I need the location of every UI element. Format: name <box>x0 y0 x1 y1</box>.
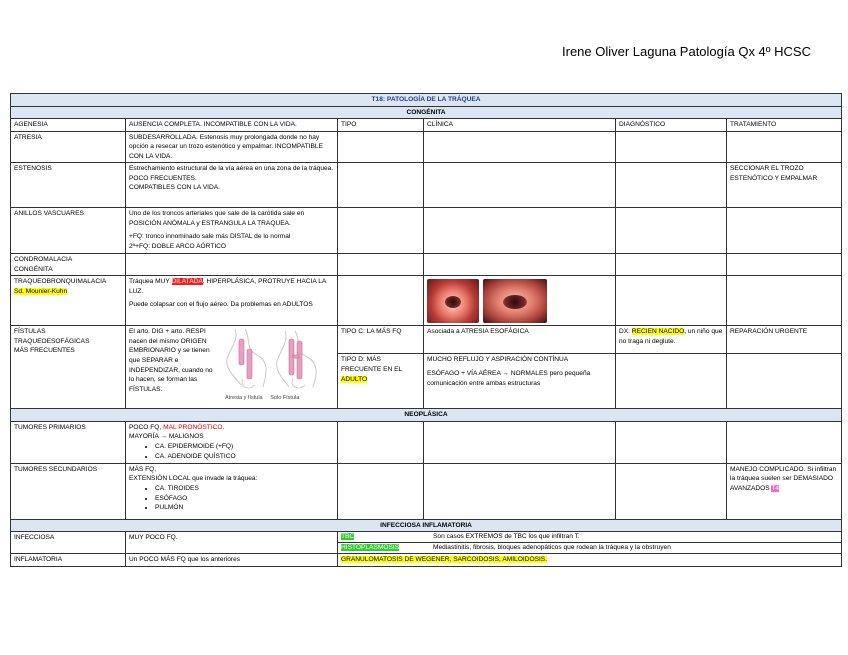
cell-agenesia-desc: AUSENCIA COMPLETA. INCOMPATIBLE CON LA VIDA. <box>126 119 338 132</box>
bronchoscopy-image-2 <box>483 279 547 323</box>
table-row <box>11 254 842 276</box>
row-label-inflamatoria: INFLAMATORIA <box>11 554 126 567</box>
list-item: • CA. ADENOIDE QUÍSTICO <box>155 452 334 462</box>
row-label-traqueobronquimalacia: TRAQUEOBRONQUIMALACIA Sd. Mounier-Kuhn <box>11 276 126 326</box>
cell-traqueo-desc: Tráquea MUY DILATADA, HIPERPLÁSICA, PROTRUYE HACIA LA LUZ. Puede colapsar con el flujo aéreo. Da problemas en ADULTOS <box>126 276 338 326</box>
cell-tratamiento-c: REPARACIÓN URGENTE <box>727 326 842 354</box>
syndrome-highlight: Sd. Mounier-Kuhn <box>14 287 68 295</box>
cell-traqueo-images <box>424 276 616 326</box>
column-header-diagnostico: DIAGNÓSTICO <box>616 119 727 132</box>
list-item: • ESÓFAGO <box>155 494 334 504</box>
section-neoplasica: NEOPLÁSICA <box>11 409 842 422</box>
cell-primarios-desc: POCO FQ, MAL PRONÓSTICO. MAYORÍA → MALIGNOS • CA. EPIDERMOIDE (+FQ) • CA. ADENOIDE QUÍSTICO <box>126 421 338 463</box>
row-label-agenesia: AGENESIA <box>11 119 126 132</box>
granulomatosis-highlight: GRANULOMATOSIS DE WEGENER, SARCOIDOSIS, AMILOIDOSIS. <box>341 556 548 564</box>
row-label-atresia: ATRESIA <box>11 131 126 163</box>
table-title: T18: PATOLOGÍA DE LA TRÁQUEA <box>11 94 842 107</box>
cell-clinica-d: MUCHO REFLUJO Y ASPIRACIÓN CONTÍNUA ESÓFAGO + VÍA AÉREA → NORMALES pero pequeña comunicación entre ambas estructuras <box>424 354 616 409</box>
column-header-tratamiento: TRATAMIENTO <box>727 119 842 132</box>
cell-clinica-c: Asociada a ATRESIA ESOFÁGICA <box>424 326 616 354</box>
row-label-infecciosa: INFECCIOSA <box>11 532 126 554</box>
cell-diagnostico-c: DX: RECIEN NACIDO, un niño que no traga ni deglute. <box>616 326 727 354</box>
trachea-pathology-table <box>10 93 842 567</box>
t4-highlight: T4 <box>771 485 780 493</box>
cell-inflamatoria-detail <box>338 554 842 567</box>
mal-pronostico-text: MAL PRONÓSTICO. <box>163 423 225 431</box>
cell-secundarios-treatment: MANEJO COMPLICADO. Si infiltran la tráquea suelen ser DEMASIADO AVANZADOS T4 <box>727 463 842 519</box>
row-label-tumores-primarios: TUMORES PRIMARIOS <box>11 421 126 463</box>
figure-caption-2: Solo Fístula <box>270 395 300 402</box>
cell-estenosis-desc: Estrechamiento estructural de la vía aérea en una zona de la tráquea. POCO FRECUENTES. COMPATIBLES CON LA VIDA. <box>126 163 338 208</box>
cell-fistulas-desc: El arto. DIG + arto. RESPI nacen del mismo ORIGEN EMBRIONARIO y se tienen que SEPARAR e INDEPENDIZAR, cuando no lo hacen, se forman las FÍSTULAS. Atresia y fístula Solo Fístula <box>126 326 338 409</box>
table-row <box>11 421 842 463</box>
row-label-tumores-secundarios: TUMORES SECUNDARIOS <box>11 463 126 519</box>
row-label-estenosis: ESTENOSIS <box>11 163 126 208</box>
dilatada-highlight: DILATADA <box>171 278 203 286</box>
tbc-highlight: TBC <box>341 533 355 541</box>
list-item: • PULMÓN <box>155 503 334 513</box>
cell-infecciosa-detail: TBC Son casos EXTREMOS de TBC los que infiltran T. HISTOPLASMOSIS Mediastinitis, fibrosis, bloques adenopáticos que rodean la tráquea y la obstruyen <box>338 532 842 554</box>
row-label-condromalacia: CONDROMALACIA CONGÉNITA <box>11 254 126 276</box>
cell-infecciosa-desc: MUY POCO FQ. <box>126 532 338 554</box>
bronchoscopy-image-1 <box>427 279 479 323</box>
adulto-highlight: ADULTO <box>341 375 368 383</box>
figure-caption-1: Atresia y fístula <box>225 395 263 402</box>
cell-anillos-desc: Uno de los troncos arteriales que sale de la carótida sale en POSICIÓN ANÓMALA y ESTRANGULA LA TRAQUEA. +FQ: tronco innominado sale más DISTAL de lo normal 2ª+FQ: DOBLE ARCO AÓRTICO <box>126 208 338 254</box>
cell-secundarios-desc: MÁS FQ, EXTENSIÓN LOCAL que invade la tráquea: • CA. TIROIDES • ESÓFAGO • PULMÓN <box>126 463 338 519</box>
table-row <box>11 131 842 163</box>
table-row <box>11 554 842 567</box>
table-row <box>11 326 842 354</box>
section-congenita: CONGÉNITA <box>11 106 842 119</box>
table-row <box>11 463 842 519</box>
column-header-clinica: CLÍNICA <box>424 119 616 132</box>
cell-tipo-d: TIPO D: MÁS FRECUENTE EN EL ADULTO <box>338 354 424 409</box>
cell-estenosis-treatment: SECCIONAR EL TROZO ESTENÓTICO Y EMPALMAR <box>727 163 842 208</box>
table-row <box>11 119 842 132</box>
cell-inflamatoria-desc: Un POCO MÁS FQ que los anteriores <box>126 554 338 567</box>
list-item: • CA. TIROIDES <box>155 484 334 494</box>
table-row <box>11 163 842 208</box>
row-label-anillos: ANILLOS VASCUARES <box>11 208 126 254</box>
table-row <box>11 208 842 254</box>
cell-tipo-c: TIPO C: LA MÁS FQ <box>338 326 424 354</box>
cell-atresia-desc: SUBDESARROLLADA. Estenosis muy prolongada donde no hay opción a resecar un trozo estenótico y empalmar. INCOMPATIBLE CON LA VIDA. <box>126 131 338 163</box>
table-row <box>11 276 842 326</box>
histoplasmosis-highlight: HISTOPLASMOSIS <box>341 544 400 552</box>
document-author-header: Irene Oliver Laguna Patología Qx 4º HCSC <box>562 44 811 59</box>
column-header-tipo: TIPO <box>338 119 424 132</box>
row-label-fistulas: FÍSTULAS TRAQUEOESOFÁGICAS MÁS FRECUENTES <box>11 326 126 409</box>
recien-nacido-highlight: RECIEN NACIDO <box>631 328 685 336</box>
table-row <box>11 532 842 554</box>
list-item: • CA. EPIDERMOIDE (+FQ) <box>155 442 334 452</box>
section-infecciosa-inflamatoria: INFECCIOSA INFLAMATORIA <box>11 519 842 532</box>
